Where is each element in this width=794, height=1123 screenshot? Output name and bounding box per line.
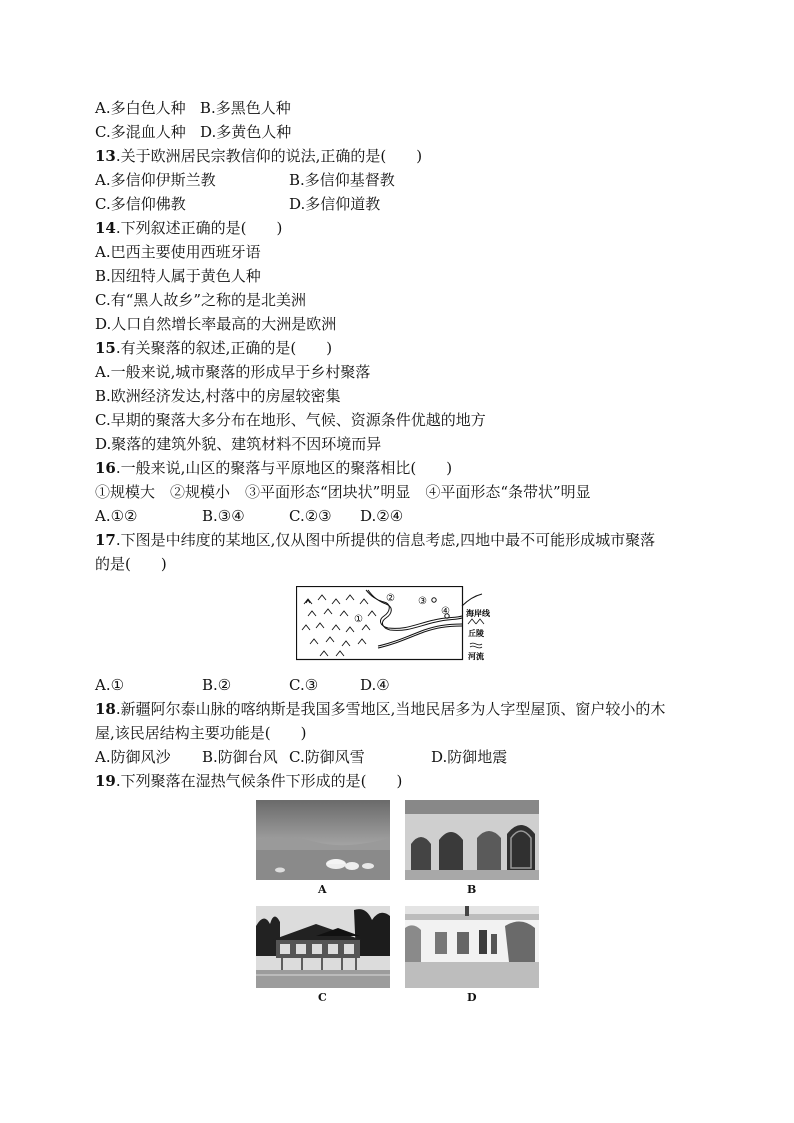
q12-option-a: A.多白色人种 (95, 99, 186, 117)
coastline (462, 594, 482, 606)
q17-stem-line1 (95, 530, 655, 550)
photo-a-caption: A (318, 883, 327, 896)
q17-option-d: D.④ (360, 676, 390, 694)
q13-option-d: D.多信仰道教 (289, 195, 381, 213)
q14-stem (95, 218, 282, 238)
q14-option-b: B.因纽特人属于黄色人种 (95, 267, 261, 285)
q16-number: 16 (95, 459, 116, 477)
q16-option-c: C.②③ (289, 507, 332, 525)
q17-map-figure (296, 586, 500, 664)
q14-option-a: A.巴西主要使用西班牙语 (95, 243, 261, 261)
photo-d-flat-roof-houses (405, 906, 539, 988)
q19-stem-text: .下列聚落在湿热气候条件下形成的是( ) (115, 772, 403, 790)
q12-option-d: D.多黄色人种 (200, 123, 292, 141)
map-point-2: ② (386, 593, 395, 604)
q17-stem-line2: 的是( ) (95, 555, 167, 573)
legend-river: 河流 (468, 651, 484, 661)
photo-b-cave-dwelling (405, 800, 539, 880)
q17-option-c: C.③ (289, 676, 319, 694)
q15-stem-text: .有关聚落的叙述,正确的是( ) (115, 339, 333, 357)
photo-c-caption: C (318, 991, 327, 1004)
q18-stem-line1 (95, 699, 665, 719)
q14-option-d: D.人口自然增长率最高的大洲是欧洲 (95, 315, 337, 333)
q19-number: 19 (95, 772, 116, 790)
q16-items: ①规模大 ②规模小 ③平面形态“团块状”明显 ④平面形态“条带状”明显 (95, 483, 591, 501)
q13-stem (95, 146, 422, 166)
q13-stem-text: .关于欧洲居民宗教信仰的说法,正确的是( ) (115, 147, 423, 165)
map-point-3: ③ (418, 596, 427, 607)
q15-number: 15 (95, 339, 116, 357)
q17-option-b: B.② (202, 676, 232, 694)
q12-options-ab (95, 98, 291, 118)
q14-stem-text: .下列叙述正确的是( ) (115, 219, 283, 237)
q17-stem-text: .下图是中纬度的某地区,仅从图中所提供的信息考虑,四地中最不可能形成城市聚落 (115, 531, 656, 549)
legend-coastline: 海岸线 (466, 608, 490, 618)
q16-option-d: D.②④ (360, 507, 404, 525)
q16-stem-text: .一般来说,山区的聚落与平原地区的聚落相比( ) (115, 459, 453, 477)
q15-option-d: D.聚落的建筑外貌、建筑材料不因环境而异 (95, 435, 382, 453)
q19-stem (95, 771, 402, 791)
q17-option-a: A.① (95, 676, 125, 694)
q13-option-b: B.多信仰基督教 (289, 171, 395, 189)
q18-option-a: A.防御风沙 (95, 748, 171, 766)
q15-option-c: C.早期的聚落大多分布在地形、气候、资源条件优越的地方 (95, 411, 486, 429)
q16-option-b: B.③④ (202, 507, 245, 525)
q18-option-c: C.防御风雪 (289, 748, 365, 766)
q12-option-c: C.多混血人种 (95, 123, 186, 141)
q15-option-a: A.一般来说,城市聚落的形成早于乡村聚落 (95, 363, 371, 381)
legend-hill: 丘陵 (468, 628, 484, 638)
q18-option-d: D.防御地震 (431, 748, 508, 766)
q12-options-cd (95, 122, 291, 142)
q14-option-c: C.有“黑人故乡”之称的是北美洲 (95, 291, 307, 309)
q15-option-b: B.欧洲经济发达,村落中的房屋较密集 (95, 387, 341, 405)
q18-stem-text: .新疆阿尔泰山脉的喀纳斯是我国多雪地区,当地民居多为人字型屋顶、窗户较小的木 (115, 700, 666, 718)
q14-number: 14 (95, 219, 116, 237)
q13-option-a: A.多信仰伊斯兰教 (95, 171, 216, 189)
q17-number: 17 (95, 531, 116, 549)
map-point-4: ④ (441, 606, 450, 617)
photo-a-yurts (256, 800, 390, 880)
photo-b-caption: B (467, 883, 477, 896)
q12-option-b: B.多黑色人种 (199, 99, 291, 117)
photo-d-caption: D (467, 991, 477, 1004)
q13-number: 13 (95, 147, 116, 165)
map-point-1: ① (354, 614, 363, 625)
q16-option-a: A.①② (95, 507, 138, 525)
q18-option-b: B.防御台风 (202, 748, 278, 766)
q15-stem (95, 338, 332, 358)
photo-c-stilt-house (256, 906, 390, 988)
q13-option-c: C.多信仰佛教 (95, 195, 186, 213)
q18-stem-line2: 屋,该民居结构主要功能是( ) (95, 724, 307, 742)
q18-number: 18 (95, 700, 116, 718)
q16-stem (95, 458, 452, 478)
